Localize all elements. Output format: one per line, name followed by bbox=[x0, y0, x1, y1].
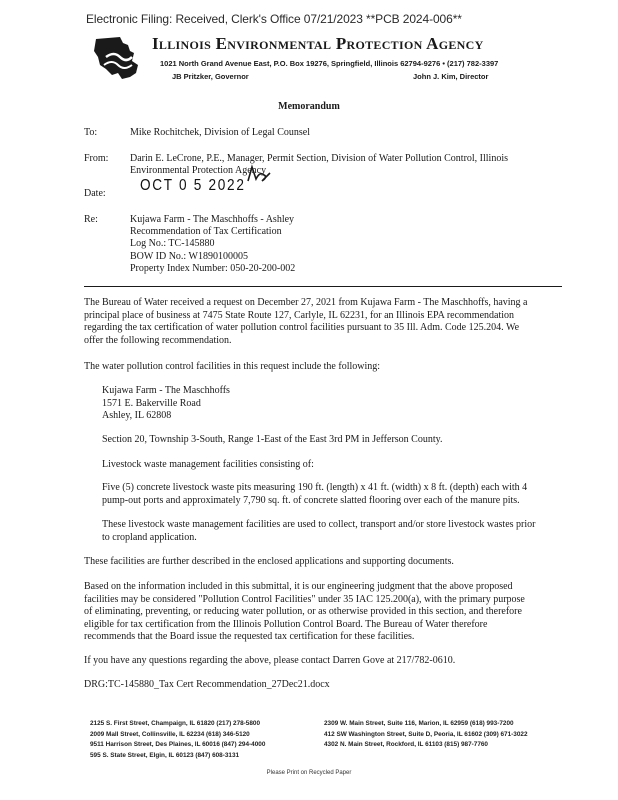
office-address: 412 SW Washington Street, Suite D, Peoria, IL 61602 (309) 671-3022 bbox=[324, 730, 528, 738]
handwritten-initials bbox=[244, 163, 274, 187]
text-line: offer the following recommendation. bbox=[84, 334, 232, 346]
date-label: Date: bbox=[84, 188, 106, 199]
from-value bbox=[130, 153, 508, 177]
text-line: If you have any questions regarding the above, please contact Darren Gove at 217/782-0610. bbox=[84, 655, 456, 666]
file-reference bbox=[84, 679, 566, 692]
questions-paragraph bbox=[84, 655, 566, 668]
office-address: 2009 Mall Street, Collinsville, IL 62234 (618) 346-5120 bbox=[90, 730, 250, 738]
to-label: To: bbox=[84, 127, 98, 138]
text-line: Section 20, Township 3-South, Range 1-East of the East 3rd PM in Jefferson County. bbox=[102, 434, 443, 445]
footer-offices-right bbox=[324, 719, 528, 751]
office-address: 9511 Harrison Street, Des Plaines, IL 60016 (847) 294-4000 bbox=[90, 741, 266, 748]
text-line: eligible for tax certification from the Illinois Pollution Control Board. The Bureau of Water therefore bbox=[84, 618, 488, 630]
legal-location bbox=[102, 434, 572, 447]
re-line: Property Index Number: 050-20-200-002 bbox=[130, 262, 296, 274]
text-line: regarding the tax certification of water pollution control facilities pursuant to 35 Ill. Adm. Code 125.204. We bbox=[84, 322, 520, 334]
re-line: Kujawa Farm - The Maschhoffs - Ashley bbox=[130, 214, 295, 225]
to-value: Mike Rochitchek, Division of Legal Counsel bbox=[130, 127, 310, 138]
text-line: Ashley, IL 62808 bbox=[102, 410, 172, 422]
header-divider bbox=[84, 286, 562, 287]
text-line: to cropland application. bbox=[102, 531, 197, 543]
text-line: These livestock waste management facilities are used to collect, transport and/or store livestock wastes prior bbox=[102, 519, 536, 530]
text-line: 1571 E. Bakerville Road bbox=[102, 397, 201, 409]
footer-offices-left bbox=[90, 719, 265, 761]
text-line: Kujawa Farm - The Maschhoffs bbox=[102, 385, 230, 396]
from-line: Environmental Protection Agency bbox=[130, 165, 267, 177]
office-address: 4302 N. Main Street, Rockford, IL 61103 (815) 987-7760 bbox=[324, 741, 488, 748]
office-address: 2125 S. First Street, Champaign, IL 61820 (217) 278-5800 bbox=[90, 720, 261, 727]
re-line: Recommendation of Tax Certification bbox=[130, 226, 282, 238]
re-label: Re: bbox=[84, 214, 98, 225]
filing-stamp: Electronic Filing: Received, Clerk's Office 07/21/2023 **PCB 2024-006** bbox=[86, 12, 462, 26]
agency-address: 1021 North Grand Avenue East, P.O. Box 19276, Springfield, Illinois 62794-9276 • (217) 782-3397 bbox=[160, 59, 499, 68]
text-line: Five (5) concrete livestock waste pits measuring 190 ft. (length) x 41 ft. (width) x 8 ft. (depth) each with 4 bbox=[102, 482, 528, 493]
date-stamp: OCT 0 5 2022 bbox=[140, 177, 246, 194]
text-line: pump-out ports and approximately 7,790 sq. ft. of concrete slatted flooring over each of the manure pits. bbox=[102, 494, 520, 506]
waste-intro bbox=[102, 459, 572, 472]
text-line: DRG:TC-145880_Tax Cert Recommendation_27Dec21.docx bbox=[84, 679, 330, 690]
text-line: Based on the information included in this submittal, it is our engineering judgment that the above proposed bbox=[84, 581, 513, 592]
re-line: BOW ID No.: W1890100005 bbox=[130, 250, 248, 262]
text-line: The water pollution control facilities in this request include the following: bbox=[84, 361, 381, 372]
from-line: Darin E. LeCrone, P.E., Manager, Permit Section, Division of Water Pollution Control, Illinois bbox=[130, 153, 509, 164]
governor-line: JB Pritzker, Governor bbox=[172, 72, 249, 81]
re-value bbox=[130, 214, 295, 275]
director-line: John J. Kim, Director bbox=[413, 72, 489, 81]
re-line: Log No.: TC-145880 bbox=[130, 238, 215, 250]
facilities-intro bbox=[84, 361, 566, 374]
from-label: From: bbox=[84, 153, 109, 164]
text-line: Livestock waste management facilities consisting of: bbox=[102, 459, 314, 470]
facility-address bbox=[102, 385, 572, 423]
use-description bbox=[102, 519, 572, 544]
text-line: These facilities are further described in the enclosed applications and supporting documents. bbox=[84, 556, 454, 567]
agency-name: Illinois Environmental Protection Agency bbox=[152, 34, 484, 53]
text-line: facilities may be considered "Pollution Control Facilities" under 35 IAC 125.200(a), with the primary purpose bbox=[84, 593, 525, 605]
described-paragraph bbox=[84, 556, 566, 569]
intro-paragraph bbox=[84, 297, 566, 347]
judgment-paragraph bbox=[84, 581, 566, 644]
recycled-note: Please Print on Recycled Paper bbox=[266, 770, 352, 776]
text-line: principal place of business at 7475 State Route 127, Carlyle, IL 62231, for an Illinois EPA recommendation bbox=[84, 309, 515, 321]
text-line: of eliminating, preventing, or reducing water pollution, or as otherwise provided in this section, and therefore bbox=[84, 606, 522, 618]
text-line: The Bureau of Water received a request on December 27, 2021 from Kujawa Farm - The Maschhoffs, having a bbox=[84, 297, 528, 308]
illinois-epa-logo bbox=[90, 35, 148, 81]
pits-description bbox=[102, 482, 572, 507]
office-address: 595 S. State Street, Elgin, IL 60123 (847) 608-3131 bbox=[90, 751, 240, 759]
memo-title: Memorandum bbox=[278, 101, 340, 112]
text-line: recommends that the Board issue the requested tax certification for these facilities. bbox=[84, 631, 415, 643]
office-address: 2309 W. Main Street, Suite 116, Marion, IL 62959 (618) 993-7200 bbox=[324, 720, 514, 727]
